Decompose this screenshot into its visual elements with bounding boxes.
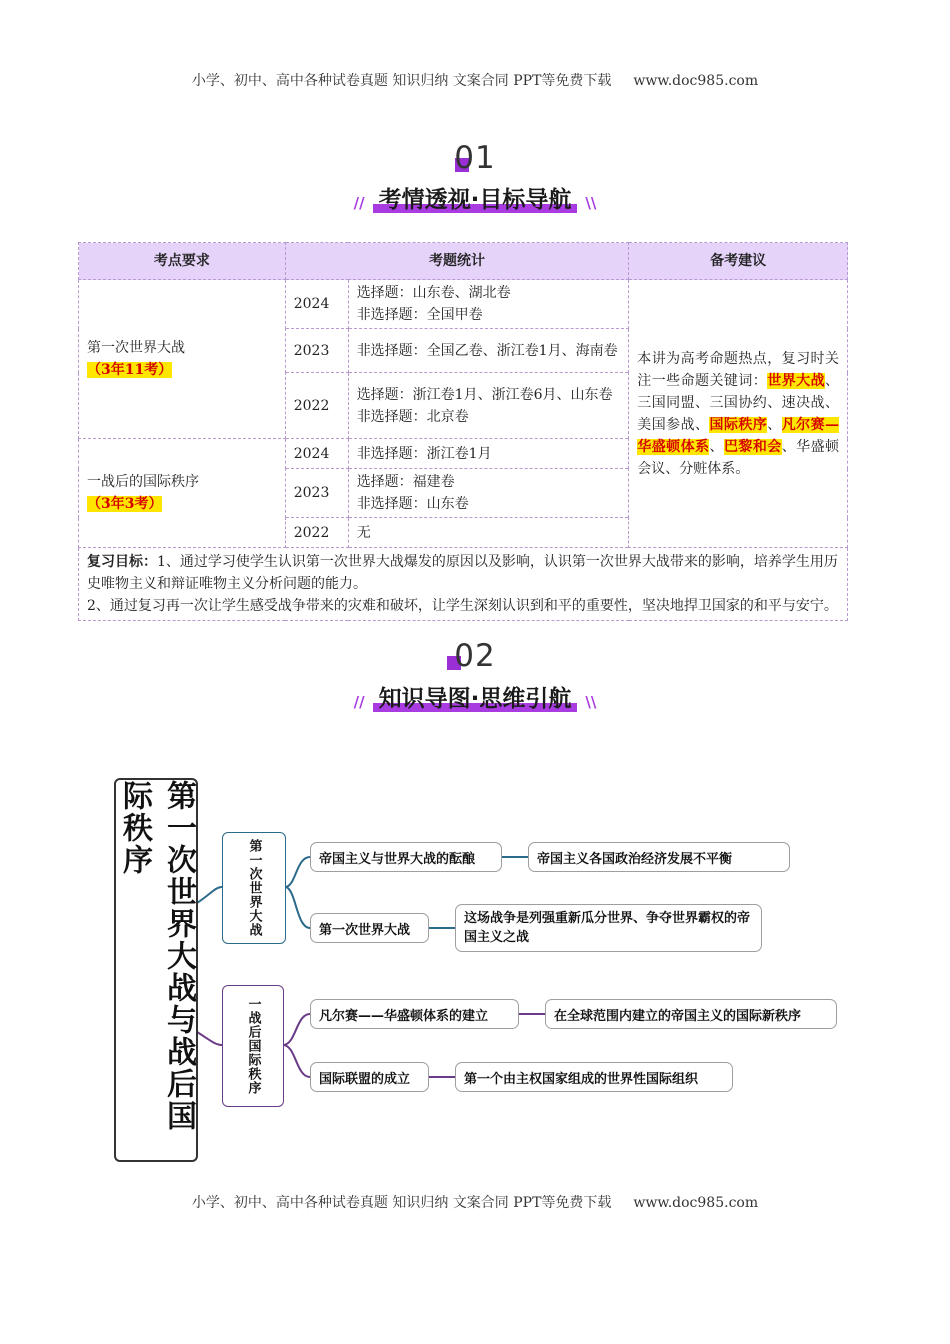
mindmap-node-detail: 第一个由主权国家组成的世界性国际组织 [455,1062,733,1092]
section-2-number: 02 [0,638,950,674]
advice-cell: 本讲为高考命题热点，复习时关注一些命题关键词：世界大战、三国同盟、三国协约、速决战、美国参战、国际秩序、凡尔赛—华盛顿体系、巴黎和会、华盛顿会议、分赃体系。 [629,280,848,548]
year-cell: 2022 [285,373,348,439]
stat-cell: 选择题：福建卷 非选择题：山东卷 [348,469,629,518]
stat-cell: 非选择题：全国乙卷、浙江卷1月、海南卷 [348,329,629,373]
slash-icon: // [353,193,365,212]
goal-text-1: 1、通过学习使学生认识第一次世界大战爆发的原因以及影响，认识第一次世界大战带来的影响，培养学生用历史唯物主义和辩证唯物主义分析问题的能力。 [87,554,838,592]
year-cell: 2024 [285,439,348,469]
mindmap-branch-1: 第一次世界大战 [222,832,286,944]
slash-icon: \\ [585,193,597,212]
footer-site[interactable]: www.doc985.com [633,1195,759,1211]
table-header: 考点要求 [79,243,286,280]
mindmap-node: 凡尔赛——华盛顿体系的建立 [310,999,519,1029]
year-cell: 2022 [285,518,348,548]
mindmap-node-detail: 在全球范围内建立的帝国主义的国际新秩序 [545,999,837,1029]
mindmap-node: 帝国主义与世界大战的酝酿 [310,842,502,872]
topic-name: 第一次世界大战 [87,340,185,356]
year-cell: 2023 [285,469,348,518]
mindmap-node: 第一次世界大战 [310,913,429,943]
slash-icon: \\ [585,692,597,711]
mindmap-node-detail: 帝国主义各国政治经济发展不平衡 [528,842,790,872]
stat-cell: 选择题：山东卷、湖北卷 非选择题：全国甲卷 [348,280,629,329]
mindmap-node-detail: 这场战争是列强重新瓜分世界、争夺世界霸权的帝国主义之战 [455,904,762,952]
slash-icon: // [353,692,365,711]
topic-count: （3年11考） [87,362,173,378]
mindmap-root: 第一次世界大战与战后国际秩序 [114,778,198,1162]
table-header: 备考建议 [629,243,848,280]
goal-label: 复习目标： [87,554,157,570]
table-header: 考题统计 [285,243,629,280]
page-footer [0,1192,950,1212]
mindmap-node: 国际联盟的成立 [310,1062,429,1092]
year-cell: 2024 [285,280,348,329]
stat-cell: 无 [348,518,629,548]
section-1-number: 01 [454,140,496,176]
goal-text-2: 2、通过复习再一次让学生感受战争带来的灾难和破坏，让学生深刻认识到和平的重要性，坚决地捍卫国家的和平与安宁。 [87,598,838,614]
header-text: 小学、初中、高中各种试卷真题 知识归纳 文案合同 PPT等免费下载 [191,73,612,89]
footer-text: 小学、初中、高中各种试卷真题 知识归纳 文案合同 PPT等免费下载 [191,1195,612,1211]
mindmap-branch-2: 一战后国际秩序 [222,985,284,1107]
year-cell: 2023 [285,329,348,373]
stat-cell: 选择题：浙江卷1月、浙江卷6月、山东卷 非选择题：北京卷 [348,373,629,439]
header-site[interactable]: www.doc985.com [633,73,759,89]
section-2-title: // 知识导图·思维引航 \\ [0,680,950,713]
topic-name: 一战后的国际秩序 [87,474,199,490]
stat-cell: 非选择题：浙江卷1月 [348,439,629,469]
section-1-title: // 考情透视·目标导航 \\ [0,181,950,214]
topic-count: （3年3考） [87,496,163,512]
